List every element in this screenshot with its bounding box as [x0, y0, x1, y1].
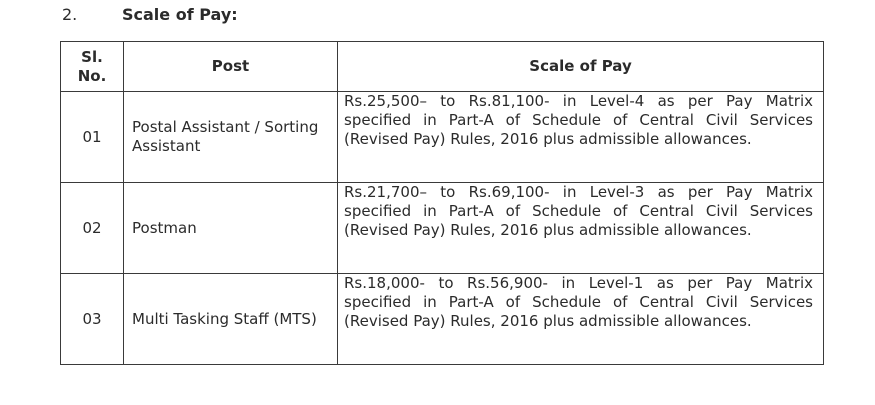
post-cell: Postman — [124, 183, 338, 274]
scale-of-pay-table — [60, 41, 824, 365]
header-sl-no: Sl. No. — [61, 42, 124, 92]
section-heading — [62, 4, 238, 26]
header-post: Post — [124, 42, 338, 92]
table-row — [61, 183, 824, 274]
table-row — [61, 274, 824, 365]
sl-cell: 03 — [61, 274, 124, 365]
scale-cell: Rs.25,500– to Rs.81,100- in Level-4 as per Pay Matrix specified in Part-A of Schedule of Central Civil Services (Revised Pay) Rules, 2016 plus admissible allowances. — [338, 92, 824, 183]
table-header-row — [61, 42, 824, 92]
header-scale-of-pay: Scale of Pay — [338, 42, 824, 92]
section-title: Scale of Pay: — [122, 5, 238, 24]
post-cell: Postal Assistant / Sorting Assistant — [124, 92, 338, 183]
table-row — [61, 92, 824, 183]
sl-cell: 01 — [61, 92, 124, 183]
post-cell: Multi Tasking Staff (MTS) — [124, 274, 338, 365]
scale-cell: Rs.21,700– to Rs.69,100- in Level-3 as per Pay Matrix specified in Part-A of Schedule of Central Civil Services (Revised Pay) Rules, 2016 plus admissible allowances. — [338, 183, 824, 274]
section-number: 2. — [62, 5, 78, 24]
sl-cell: 02 — [61, 183, 124, 274]
scale-cell: Rs.18,000- to Rs.56,900- in Level-1 as per Pay Matrix specified in Part-A of Schedule of Central Civil Services (Revised Pay) Rules, 2016 plus admissible allowances. — [338, 274, 824, 365]
